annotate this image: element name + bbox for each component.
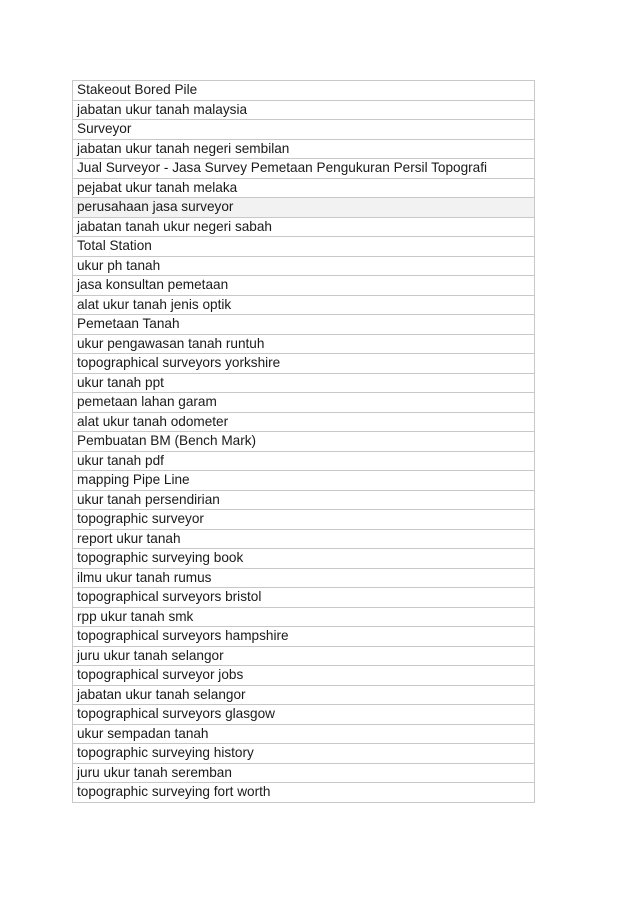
- table-row: [73, 685, 535, 705]
- table-row: [73, 315, 535, 335]
- table-row: [73, 100, 535, 120]
- table-cell: ukur ph tanah: [73, 256, 535, 276]
- table-cell: Total Station: [73, 237, 535, 257]
- table-cell: topographical surveyors glasgow: [73, 705, 535, 725]
- table-row: [73, 217, 535, 237]
- table-cell: topographical surveyors yorkshire: [73, 354, 535, 374]
- table-cell: Jual Surveyor - Jasa Survey Pemetaan Pengukuran Persil Topografi: [73, 159, 535, 179]
- table-row: [73, 568, 535, 588]
- keyword-table: [72, 80, 535, 803]
- table-row: [73, 198, 535, 218]
- table-cell: topographical surveyor jobs: [73, 666, 535, 686]
- table-cell: ukur tanah ppt: [73, 373, 535, 393]
- table-cell: jabatan tanah ukur negeri sabah: [73, 217, 535, 237]
- table-cell: Pembuatan BM (Bench Mark): [73, 432, 535, 452]
- table-cell: jabatan ukur tanah malaysia: [73, 100, 535, 120]
- table-row: [73, 607, 535, 627]
- table-row: [73, 159, 535, 179]
- table-cell: pejabat ukur tanah melaka: [73, 178, 535, 198]
- table-cell: juru ukur tanah selangor: [73, 646, 535, 666]
- table-row: [73, 412, 535, 432]
- table-row: [73, 373, 535, 393]
- table-row: [73, 120, 535, 140]
- table-cell: alat ukur tanah odometer: [73, 412, 535, 432]
- table-cell: Surveyor: [73, 120, 535, 140]
- table-row: [73, 763, 535, 783]
- table-row: [73, 295, 535, 315]
- table-cell: topographic surveying history: [73, 744, 535, 764]
- table-cell: perusahaan jasa surveyor: [73, 198, 535, 218]
- table-cell: topographic surveyor: [73, 510, 535, 530]
- table-row: [73, 451, 535, 471]
- table-row: [73, 783, 535, 803]
- table-cell: Pemetaan Tanah: [73, 315, 535, 335]
- table-row: [73, 256, 535, 276]
- table-cell: ukur tanah pdf: [73, 451, 535, 471]
- table-row: [73, 724, 535, 744]
- table-cell: Stakeout Bored Pile: [73, 81, 535, 101]
- table-cell: rpp ukur tanah smk: [73, 607, 535, 627]
- table-row: [73, 627, 535, 647]
- table-row: [73, 334, 535, 354]
- table-row: [73, 588, 535, 608]
- table-row: [73, 276, 535, 296]
- table-row: [73, 471, 535, 491]
- table-row: [73, 139, 535, 159]
- table-row: [73, 354, 535, 374]
- table-cell: ukur tanah persendirian: [73, 490, 535, 510]
- table-row: [73, 666, 535, 686]
- table-row: [73, 510, 535, 530]
- table-row: [73, 393, 535, 413]
- table-cell: jabatan ukur tanah selangor: [73, 685, 535, 705]
- table-cell: topographic surveying fort worth: [73, 783, 535, 803]
- table-cell: pemetaan lahan garam: [73, 393, 535, 413]
- table-row: [73, 237, 535, 257]
- table-cell: alat ukur tanah jenis optik: [73, 295, 535, 315]
- table-row: [73, 81, 535, 101]
- table-row: [73, 178, 535, 198]
- table-cell: ilmu ukur tanah rumus: [73, 568, 535, 588]
- table-cell: mapping Pipe Line: [73, 471, 535, 491]
- keyword-table-body: [73, 81, 535, 803]
- table-cell: jasa konsultan pemetaan: [73, 276, 535, 296]
- table-cell: ukur pengawasan tanah runtuh: [73, 334, 535, 354]
- table-cell: jabatan ukur tanah negeri sembilan: [73, 139, 535, 159]
- table-row: [73, 705, 535, 725]
- table-cell: juru ukur tanah seremban: [73, 763, 535, 783]
- table-cell: topographical surveyors hampshire: [73, 627, 535, 647]
- table-row: [73, 432, 535, 452]
- table-row: [73, 549, 535, 569]
- table-cell: report ukur tanah: [73, 529, 535, 549]
- table-row: [73, 646, 535, 666]
- table-cell: topographic surveying book: [73, 549, 535, 569]
- table-row: [73, 490, 535, 510]
- table-row: [73, 529, 535, 549]
- table-row: [73, 744, 535, 764]
- table-cell: ukur sempadan tanah: [73, 724, 535, 744]
- table-cell: topographical surveyors bristol: [73, 588, 535, 608]
